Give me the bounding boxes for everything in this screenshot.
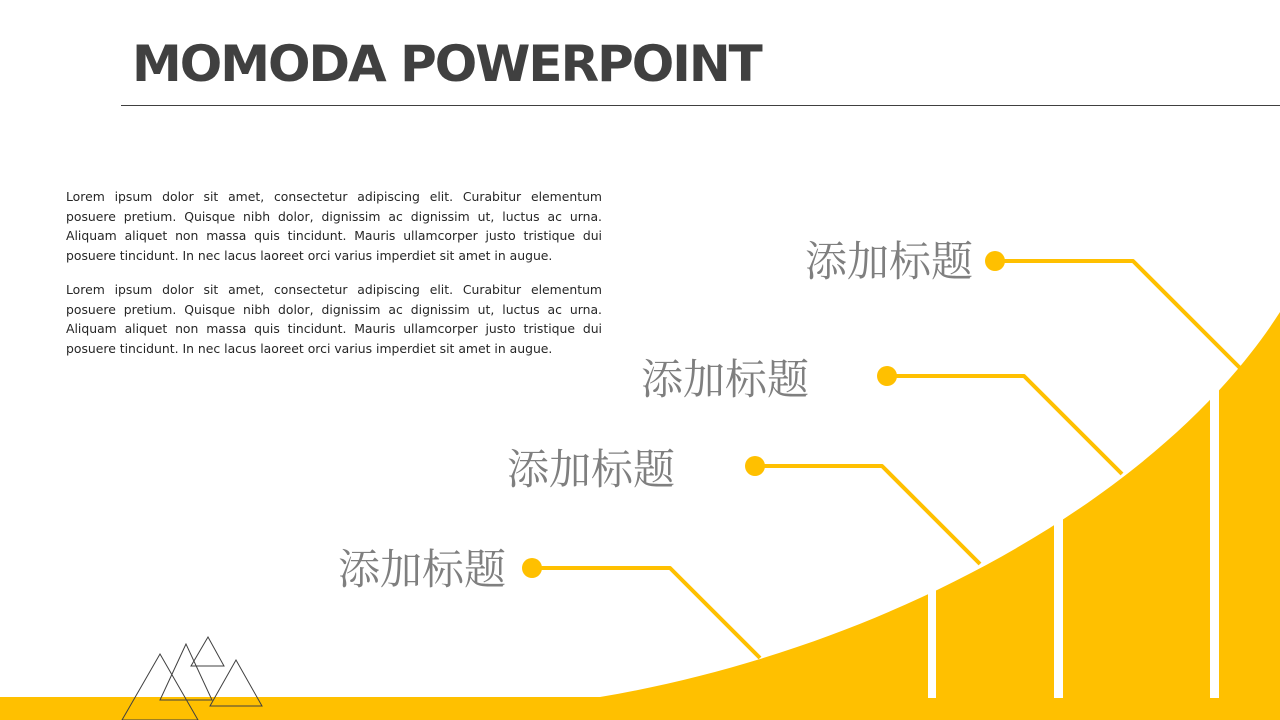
connector-dot-4 [985,251,1005,271]
connector-dot-3 [877,366,897,386]
bar-gap [1210,330,1219,698]
step-label-4: 添加标题 [805,237,974,286]
step-label-3: 添加标题 [641,355,810,404]
paragraph-2: Lorem ipsum dolor sit amet, consectetur adipiscing elit. Curabitur elementum posuere pretium. Quisque nibh dolor, dignissim ac dignissim ut, luctus ac urna. Aliquam aliquet non massa quis tincidunt. Mauris ullamcorper justo tristique dui posuere tincidunt. In nec lacus laoreet orci varius imperdiet sit amet in augue. [66,282,602,356]
triangle-outline [160,644,212,700]
bar-gap [1054,440,1063,698]
connector-line-1 [532,568,760,658]
connector-line-3 [887,376,1122,474]
connector-line-2 [755,466,980,564]
connector-dot-2 [745,456,765,476]
step-label-1: 添加标题 [338,545,507,594]
connector-dot-1 [522,558,542,578]
paragraph-1: Lorem ipsum dolor sit amet, consectetur adipiscing elit. Curabitur elementum posuere pretium. Quisque nibh dolor, dignissim ac dignissim ut, luctus ac urna. Aliquam aliquet non massa quis tincidunt. Mauris ullamcorper justo tristique dui posuere tincidunt. In nec lacus laoreet orci varius imperdiet sit amet in augue. [66,189,602,263]
step-label-2: 添加标题 [507,445,676,494]
triangle-outline [191,637,224,666]
page-title: MOMODA POWERPOINT [132,35,761,93]
connector-dots [522,251,1005,578]
connector-line-4 [995,261,1240,368]
bar-gap [928,560,936,698]
